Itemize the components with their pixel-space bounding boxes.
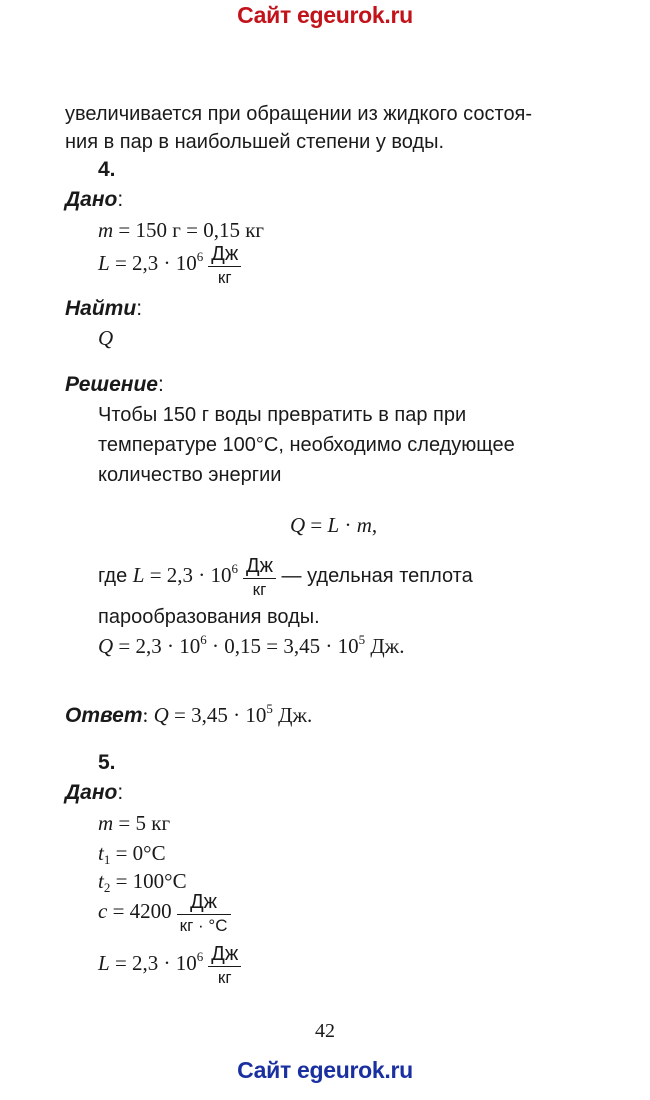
- p5-mass-line: [98, 811, 170, 836]
- problem-4-find-heading: Найти:: [65, 297, 143, 320]
- answer-part-b: Дж.: [272, 703, 313, 727]
- solution-line-1: Чтобы 150 г воды превратить в пар при: [98, 404, 467, 426]
- t1-subscript: 1: [103, 852, 111, 867]
- where-prefix: где: [98, 565, 133, 588]
- problem-4-given-heading: Дано:: [65, 188, 124, 211]
- mass-variable: m: [98, 218, 114, 242]
- mass-value: = 5 кг: [113, 811, 171, 835]
- given-label: Дано: [65, 781, 118, 804]
- problem-5-given-heading: Дано:: [65, 781, 124, 804]
- problem-4-number: 4.: [98, 158, 116, 181]
- calc-Q: Q: [98, 634, 114, 658]
- calc-part-b: · 0,15 = 3,45 · 10: [206, 634, 359, 658]
- solution-label: Решение: [65, 373, 158, 396]
- answer-label: Ответ: [65, 704, 143, 727]
- latent-heat-unit-fraction: [208, 244, 241, 287]
- problem-5-number: 5.: [98, 751, 116, 774]
- latent-heat-unit-fraction: [208, 944, 241, 987]
- formula-L: L: [327, 513, 340, 537]
- formula-m: m: [356, 513, 372, 537]
- formula-Q-equals-Lm: [290, 513, 377, 538]
- where-exponent: 6: [231, 561, 239, 577]
- formula-equals: =: [305, 513, 328, 537]
- calc-part-a: = 2,3 · 10: [113, 634, 201, 658]
- unit-denominator: кг: [217, 268, 232, 287]
- given-latent-heat-line: [98, 244, 241, 287]
- specific-heat-variable: c: [98, 899, 108, 924]
- latent-heat-value: = 2,3 · 10: [109, 251, 197, 276]
- answer-part-a: = 3,45 · 10: [168, 703, 267, 727]
- where-unit-fraction: [243, 556, 276, 599]
- find-variable: Q: [98, 326, 114, 350]
- latent-heat-variable: L: [98, 951, 110, 976]
- where-line: [98, 556, 473, 599]
- where-line-2: парообразования воды.: [98, 606, 320, 628]
- p5-specific-heat-line: [98, 892, 231, 935]
- unit-numerator: Дж: [208, 944, 241, 967]
- calculation-line: [98, 634, 404, 659]
- calc-exponent-2: 5: [358, 632, 366, 647]
- formula-comma: ,: [371, 513, 378, 537]
- answer-exponent: 5: [266, 701, 273, 716]
- specific-heat-unit-fraction: [177, 892, 231, 935]
- p5-t2-line: [98, 869, 187, 894]
- intro-line-2: ния в пар в наибольшей степени у воды.: [65, 131, 445, 153]
- t2-variable: t: [98, 869, 104, 893]
- page-number: 42: [315, 1020, 335, 1042]
- intro-line-1: увеличивается при обращении из жидкого состоя-: [65, 103, 533, 125]
- calc-exponent-1: 6: [200, 632, 207, 647]
- footer-site-watermark: Сайт egeurok.ru: [237, 1057, 413, 1083]
- latent-heat-variable: L: [98, 251, 110, 276]
- mass-value: = 150 г = 0,15 кг: [113, 218, 265, 242]
- unit-denominator: кг: [217, 968, 232, 987]
- formula-dot: ·: [339, 513, 357, 537]
- unit-denominator: кг: [252, 580, 267, 599]
- unit-numerator: Дж: [243, 556, 276, 579]
- calc-part-c: Дж.: [365, 634, 405, 658]
- mass-variable: m: [98, 811, 114, 835]
- unit-numerator: Дж: [177, 892, 231, 915]
- given-label: Дано: [65, 188, 118, 211]
- t1-variable: t: [98, 841, 104, 865]
- formula-Q: Q: [290, 513, 306, 537]
- answer-Q: Q: [153, 703, 169, 727]
- unit-numerator: Дж: [208, 244, 241, 267]
- where-value: = 2,3 · 10: [144, 563, 232, 588]
- where-L: L: [132, 563, 145, 588]
- p5-latent-heat-line: [98, 944, 241, 987]
- solution-line-3: количество энергии: [98, 464, 282, 486]
- latent-heat-value: = 2,3 · 10: [109, 951, 197, 976]
- latent-heat-exponent: 6: [196, 949, 204, 965]
- where-suffix: — удельная теплота: [275, 565, 473, 588]
- t1-value: = 0°С: [110, 841, 166, 865]
- unit-denominator: кг · °С: [179, 916, 228, 935]
- t2-value: = 100°С: [110, 869, 187, 893]
- t2-subscript: 2: [103, 880, 111, 895]
- solution-line-2: температуре 100°С, необходимо следующее: [98, 434, 515, 456]
- header-site-watermark: Сайт egeurok.ru: [237, 2, 413, 28]
- latent-heat-exponent: 6: [196, 249, 204, 265]
- p5-t1-line: [98, 841, 166, 866]
- find-label: Найти: [65, 297, 137, 320]
- problem-4-solution-heading: Решение:: [65, 373, 164, 396]
- answer-line: Ответ: $Q = 3,45 \cdot 10^5$ Дж.: [65, 701, 313, 727]
- specific-heat-value: = 4200: [107, 899, 172, 924]
- given-mass-line: [98, 218, 264, 243]
